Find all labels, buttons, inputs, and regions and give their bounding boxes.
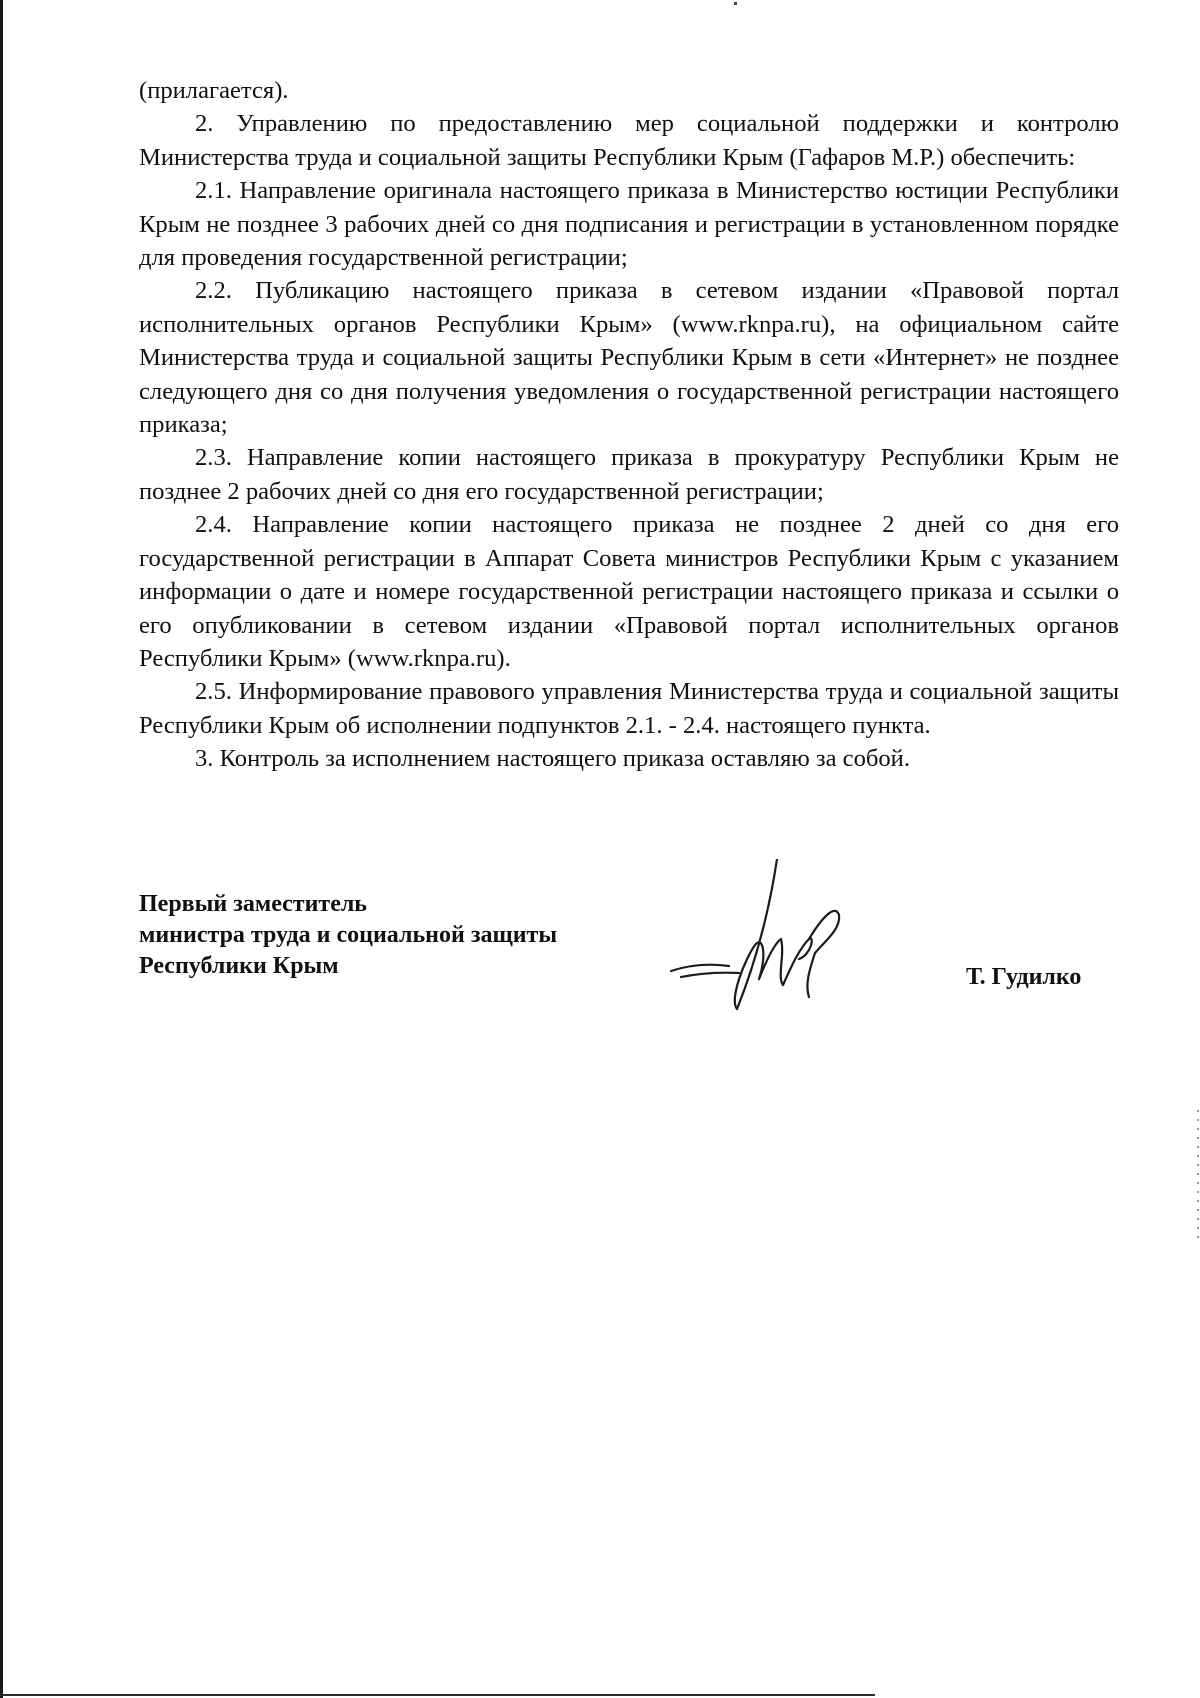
scan-edge-bottom bbox=[0, 1694, 875, 1696]
paragraph-item-2-5: 2.5. Информирование правового управления Министерства труда и социальной защиты Республики Крым об исполнении подпунктов 2.1. - 2.4. настоящего пункта. bbox=[139, 678, 1119, 739]
signatory-name: Т. Гудилко bbox=[966, 964, 1082, 990]
scan-speck bbox=[734, 2, 737, 5]
document-body bbox=[139, 74, 1119, 776]
paragraph-item-2-1: 2.1. Направление оригинала настоящего приказа в Министерство юстиции Республики Крым не позднее 3 рабочих дней со дня подписания и регистрации в установленном порядке для проведения государственной регистрации; bbox=[139, 177, 1119, 272]
scan-edge-right-marks bbox=[1197, 1110, 1199, 1240]
signatory-position-line: министра труда и социальной защиты bbox=[139, 922, 558, 948]
signatory-position-line: Первый заместитель bbox=[139, 891, 367, 917]
paragraph-attached-note: (прилагается). bbox=[139, 77, 289, 104]
paragraph-item-2-3: 2.3. Направление копии настоящего приказа в прокуратуру Республики Крым не позднее 2 рабочих дней со дня его государственной регистрации; bbox=[139, 444, 1119, 505]
handwritten-signature bbox=[659, 859, 859, 1014]
signature-block bbox=[139, 889, 1119, 1029]
paragraph-item-2: 2. Управлению по предоставлению мер социальной поддержки и контролю Министерства труда и социальной защиты Республики Крым (Гафаров М.Р.) обеспечить: bbox=[139, 110, 1119, 171]
paragraph-item-3: 3. Контроль за исполнением настоящего приказа оставляю за собой. bbox=[195, 745, 910, 773]
signatory-position-line: Республики Крым bbox=[139, 953, 339, 979]
signatory-position bbox=[139, 889, 557, 982]
paragraph-item-2-2: 2.2. Публикацию настоящего приказа в сетевом издании «Правовой портал исполнительных органов Республики Крым» (www.rknpa.ru), на официальном сайте Министерства труда и социальной защиты Республики Крым в сети «Интернет» не позднее следующего дня со дня получения уведомления о государственной регистрации настоящего приказа; bbox=[139, 277, 1119, 439]
paragraph-item-2-4: 2.4. Направление копии настоящего приказа не позднее 2 дней со дня его государственной регистрации в Аппарат Совета министров Республики Крым с указанием информации о дате и номере государственной регистрации настоящего приказа и ссылки о его опубликовании в сетевом издании «Правовой портал исполнительных органов Республики Крым» (www.rknpa.ru). bbox=[139, 511, 1119, 672]
scan-edge-left bbox=[0, 0, 3, 1698]
